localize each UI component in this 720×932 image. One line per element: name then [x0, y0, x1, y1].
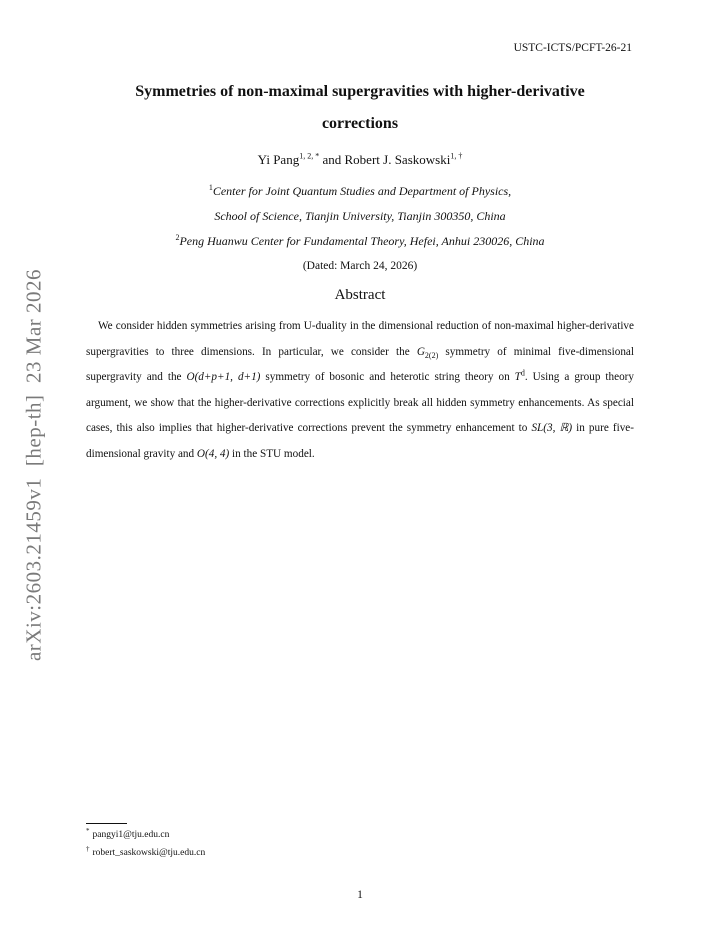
- abstract-text: in the STU model.: [229, 447, 315, 460]
- author-connector: and: [319, 152, 345, 167]
- affiliation-text: Peng Huanwu Center for Fundamental Theory, Hefei, Anhui 230026, China: [179, 234, 545, 248]
- affiliation-mark: 2: [175, 233, 180, 242]
- math-o44: O(4, 4): [196, 447, 230, 460]
- math-torus-superscript: d: [520, 368, 525, 378]
- paper-title-line-1: Symmetries of non-maximal supergravities with higher-derivative: [135, 83, 585, 100]
- abstract-heading: Abstract: [334, 287, 386, 303]
- author-list: [60, 152, 660, 168]
- affiliation-1: [60, 184, 660, 199]
- math-sl-group: SL(3, ℝ): [531, 422, 573, 435]
- report-number: USTC-ICTS/PCFT-26-21: [513, 42, 632, 54]
- abstract-text: We consider hidden symmetries arising from U-duality in the dimensional reduction of non-maximal higher-derivative supergravities to three dimensions. In particular, we consider the: [86, 320, 634, 358]
- footnote-email: robert_saskowski@tju.edu.cn: [92, 848, 206, 858]
- footnote-mark: *: [86, 826, 90, 835]
- author-name: Robert J. Saskowski: [344, 152, 451, 167]
- affiliation-mark: 1: [208, 183, 213, 192]
- math-o-group: O(d+p+1, d+1): [186, 371, 261, 384]
- math-torus: T: [514, 371, 521, 384]
- abstract-text: . Using a group theory argument, we show that the higher-derivative corrections explicitly break all hidden symmetry enhancements. As special cases, this also implies that higher-derivative corrections prevent the symmetry enhancement to: [86, 371, 634, 435]
- abstract-text: symmetry of bosonic and heterotic string theory on: [260, 371, 515, 384]
- math-g: G: [416, 345, 425, 358]
- footnote-mark: †: [86, 844, 90, 853]
- dated-line: (Dated: March 24, 2026): [302, 260, 418, 272]
- affiliation-text: Center for Joint Quantum Studies and Department of Physics,: [212, 184, 512, 198]
- footnote-email: pangyi1@tju.edu.cn: [92, 830, 170, 840]
- footnote-1: [86, 826, 170, 840]
- abstract-text: symmetry of minimal five-dimensional supergravity and the: [86, 345, 634, 384]
- author-marks: 1, †: [450, 151, 463, 161]
- footnote-rule: [86, 823, 127, 824]
- abstract-text: in pure five-dimensional gravity and: [86, 422, 635, 460]
- footnote-2: [86, 844, 206, 858]
- paper-title-line-2: corrections: [321, 115, 399, 132]
- affiliation-2: [60, 234, 660, 249]
- page-number: 1: [357, 889, 363, 901]
- abstract-body: [86, 314, 634, 468]
- arxiv-stamp-text: arXiv:2603.21459v1 [hep-th] 23 Mar 2026: [21, 268, 46, 662]
- author-name: Yi Pang: [257, 152, 300, 167]
- affiliation-1-line-2: School of Science, Tianjin University, Tianjin 300350, China: [214, 209, 506, 223]
- math-g-subscript: 2(2): [424, 350, 439, 360]
- author-marks: 1, 2, *: [299, 151, 320, 161]
